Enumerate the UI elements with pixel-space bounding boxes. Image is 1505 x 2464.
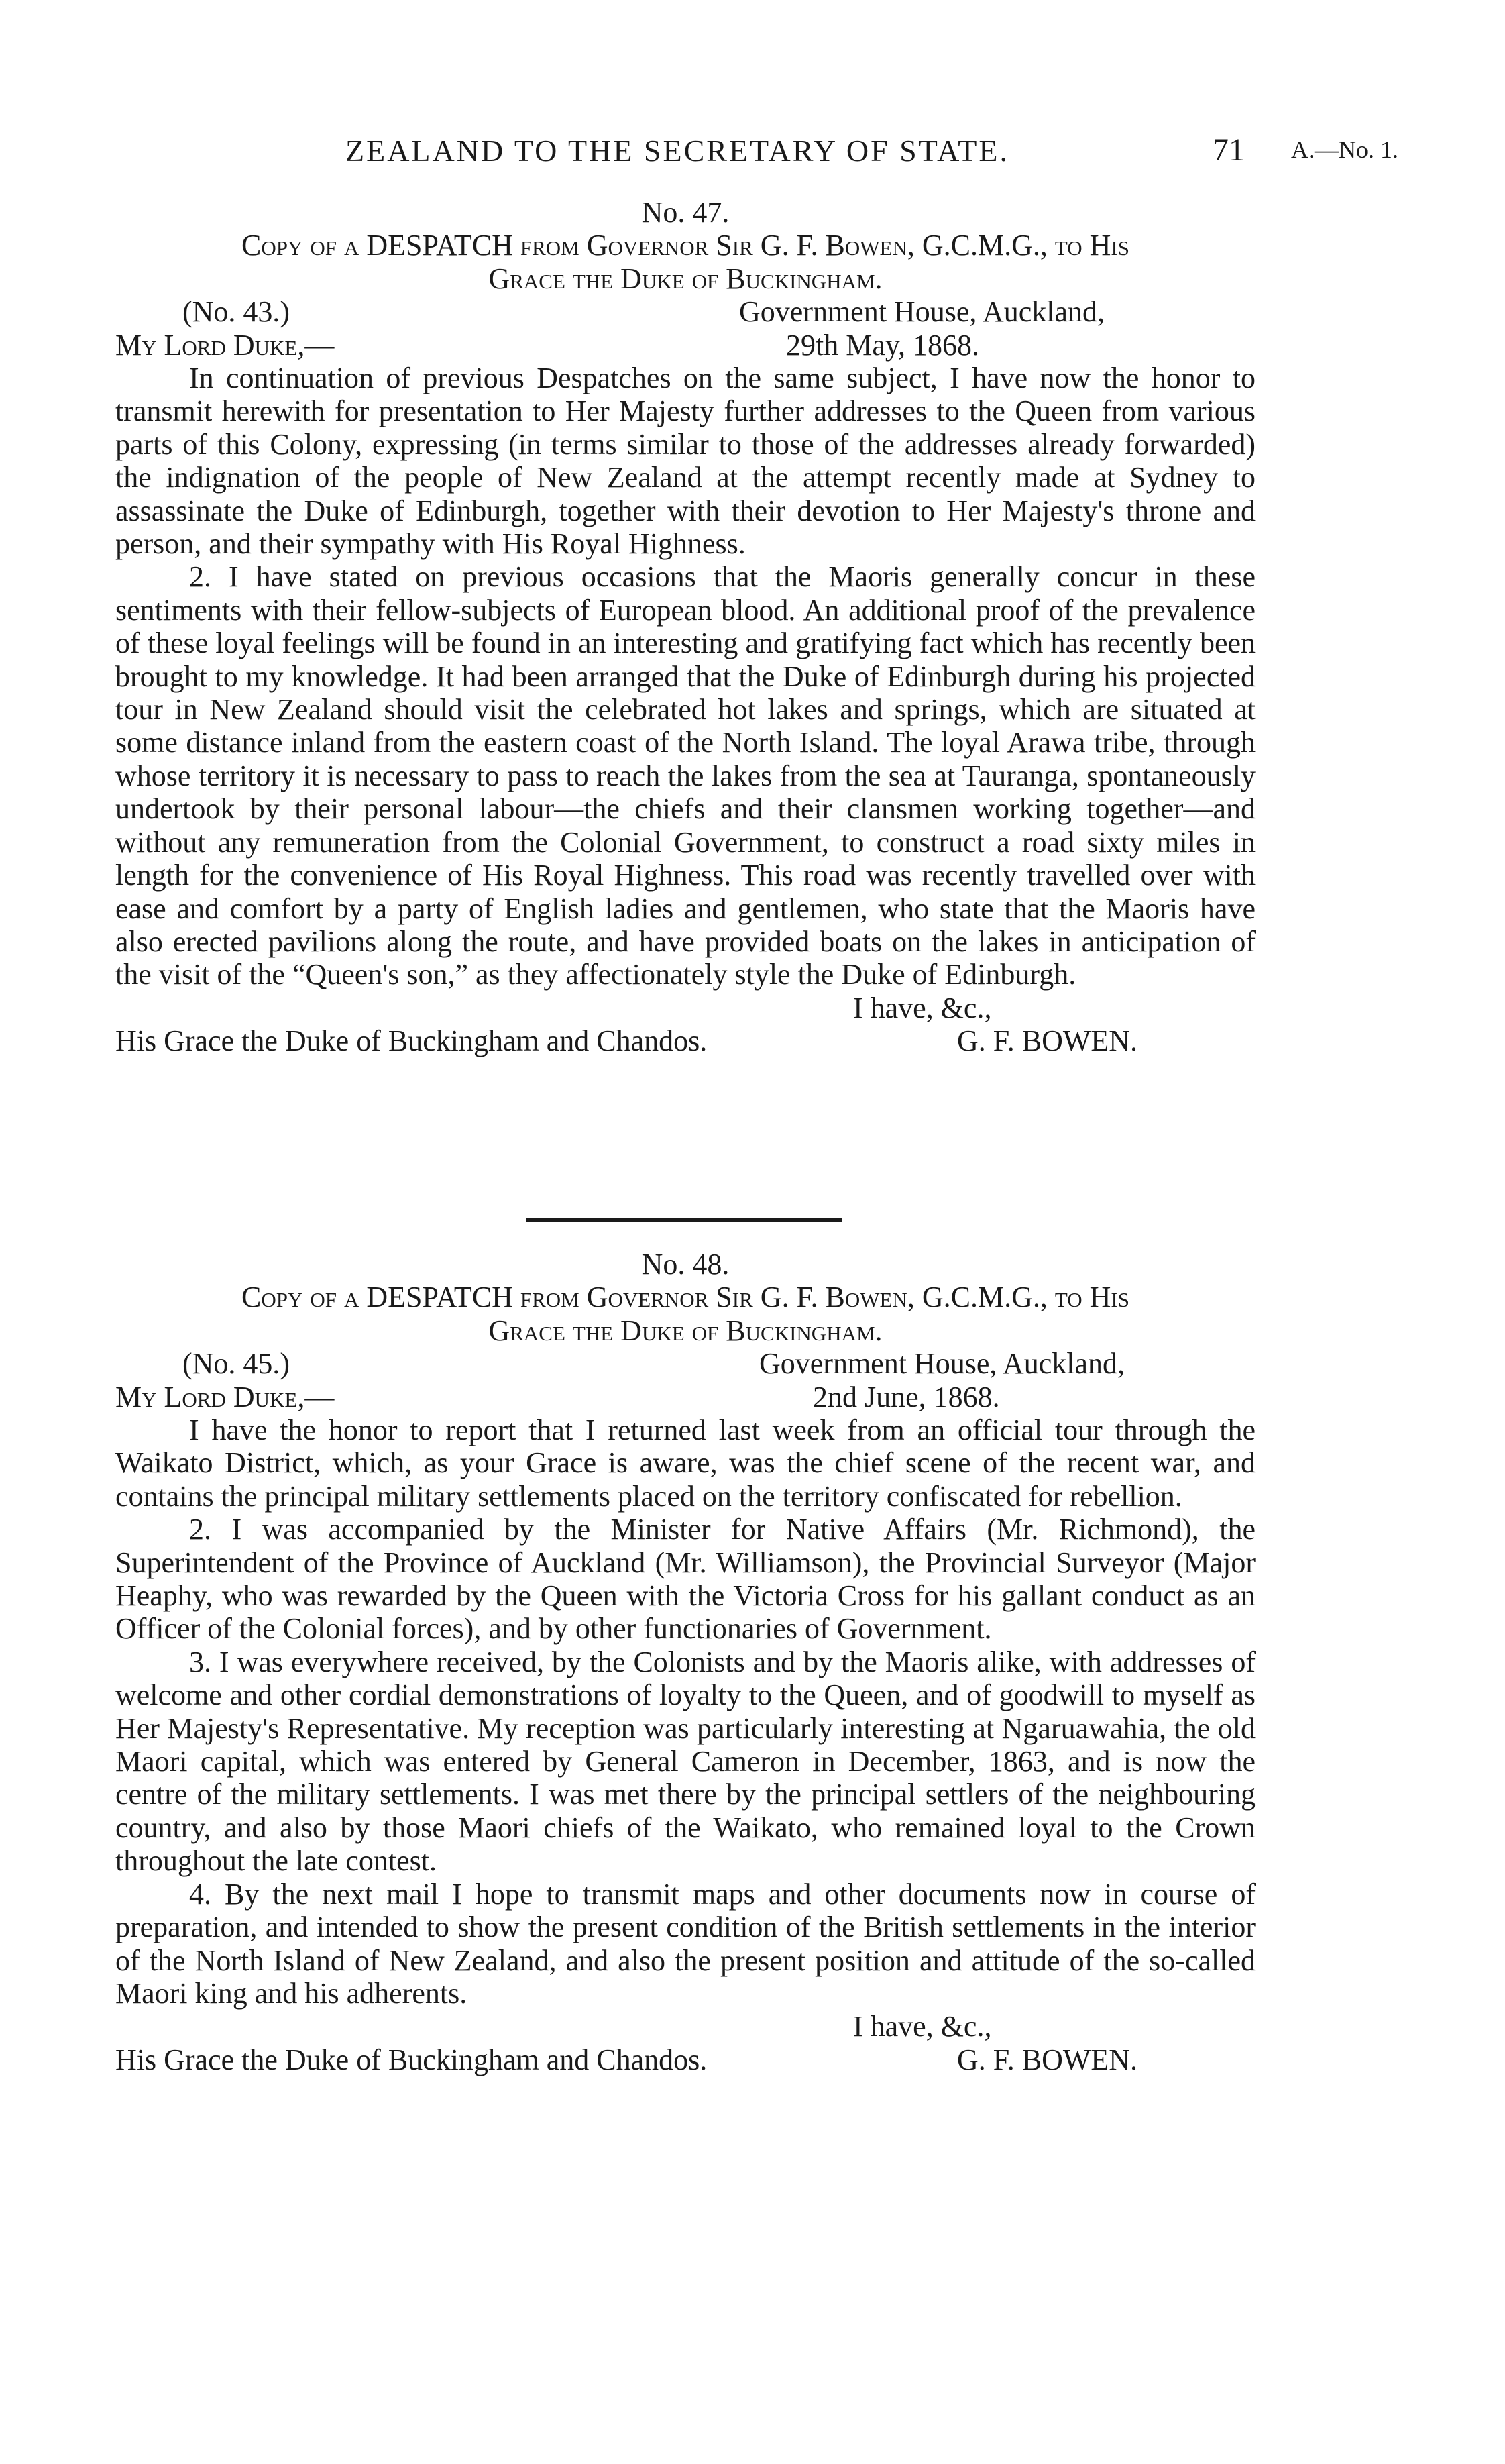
page-number: 71 <box>1213 132 1245 168</box>
signature: G. F. BOWEN. <box>957 1024 1138 1058</box>
paragraph: 3. I was everywhere received, by the Colonists and by the Maoris alike, with addresses of welcome and other cordial demonstrations of loyalty to the Queen, and of goodwill to myself as Her Majesty's Representative. My reception was particularly interesting at Ngaruawahia, the old Maori capital, which was entered by General Cameron in December, 1863, and is now the centre of the military settlements. I was met there by the principal settlers of the neighbouring country, and also by those Maori chiefs of the Waikato, who remained loyal to the Crown throughout the late contest. <box>115 1645 1256 1878</box>
paragraph: 2. I have stated on previous occasions that the Maoris generally concur in these sentiments with their fellow-subjects of European blood. An additional proof of the prevalence of these loyal feelings will be found in an interesting and gratifying fact which has recently been brought to my knowledge. It had been arranged that the Duke of Edinburgh during his projected tour in New Zealand should visit the celebrated hot lakes and springs, which are situated at some distance inland from the eastern coast of the North Island. The loyal Arawa tribe, through whose territory it is necessary to pass to reach the lakes from the sea at Tauranga, spontaneously undertook by their personal labour—the chiefs and their clansmen working together—and without any remuneration from the Colonial Government, to construct a road sixty miles in length for the convenience of His Royal Highness. This road was recently travelled over with ease and comfort by a party of English ladies and gentlemen, who state that the Maoris have also erected pavilions along the route, and have provided boats on the lakes in anticipation of the visit of the “Queen's son,” as they affectionately style the Duke of Edinburgh. <box>115 560 1256 992</box>
despatch-title-line1: Copy of a DESPATCH from Governor Sir G. F. Bowen, G.C.M.G., to His <box>241 229 1129 262</box>
despatch-number: No. 48. <box>641 1248 730 1281</box>
salutation: My Lord Duke,— <box>115 328 335 362</box>
despatch-date: 2nd June, 1868. <box>813 1380 1000 1413</box>
despatch-place: Government House, Auckland, <box>759 1347 1125 1381</box>
running-header-title: ZEALAND TO THE SECRETARY OF STATE. <box>345 133 1009 168</box>
despatch-date: 29th May, 1868. <box>786 328 980 362</box>
paragraph: I have the honor to report that I returned last week from an official tour through the Waikato District, which, as your Grace is aware, was the chief scene of the recent war, and contains the principal military settlements placed on the territory confiscated for rebellion. <box>115 1413 1256 1513</box>
despatch-ref: (No. 45.) <box>182 1347 290 1381</box>
despatch-48 <box>115 1248 1256 2076</box>
addressee: His Grace the Duke of Buckingham and Chandos. <box>115 2043 708 2076</box>
despatch-47 <box>115 196 1256 1058</box>
despatch-title-line1: Copy of a DESPATCH from Governor Sir G. F. Bowen, G.C.M.G., to His <box>241 1281 1129 1314</box>
paragraph: 2. I was accompanied by the Minister for Native Affairs (Mr. Richmond), the Superintendent of the Province of Auckland (Mr. Williamson), the Provincial Surveyor (Major Heaphy, who was rewarded by the Queen with the Victoria Cross for his gallant conduct as an Officer of the Colonial forces), and by other functionaries of Government. <box>115 1513 1256 1646</box>
signature: G. F. BOWEN. <box>957 2043 1138 2076</box>
document-reference: A.—No. 1. <box>1291 136 1398 163</box>
closing: I have, &c., <box>853 991 992 1024</box>
despatch-title-line2: Grace the Duke of Buckingham. <box>488 262 883 295</box>
despatch-title-line2: Grace the Duke of Buckingham. <box>488 1314 883 1347</box>
paragraph: In continuation of previous Despatches on the same subject, I have now the honor to transmit herewith for presentation to Her Majesty further addresses to the Queen from various parts of this Colony, expressing (in terms similar to those of the addresses already forwarded) the indignation of the people of New Zealand at the attempt recently made at Sydney to assassinate the Duke of Edinburgh, together with their devotion to Her Majesty's throne and person, and their sympathy with His Royal Highness. <box>115 362 1256 561</box>
paragraph: 4. By the next mail I hope to transmit maps and other documents now in course of preparation, and intended to show the present condition of the British settlements in the interior of the North Island of New Zealand, and also the present position and attitude of the so-called Maori king and his adherents. <box>115 1877 1256 2010</box>
despatch-number: No. 47. <box>641 196 730 229</box>
section-divider <box>526 1218 842 1222</box>
despatch-place: Government House, Auckland, <box>739 295 1105 329</box>
closing: I have, &c., <box>853 2010 992 2043</box>
despatch-ref: (No. 43.) <box>182 295 290 329</box>
salutation: My Lord Duke,— <box>115 1380 335 1413</box>
addressee: His Grace the Duke of Buckingham and Chandos. <box>115 1024 708 1058</box>
